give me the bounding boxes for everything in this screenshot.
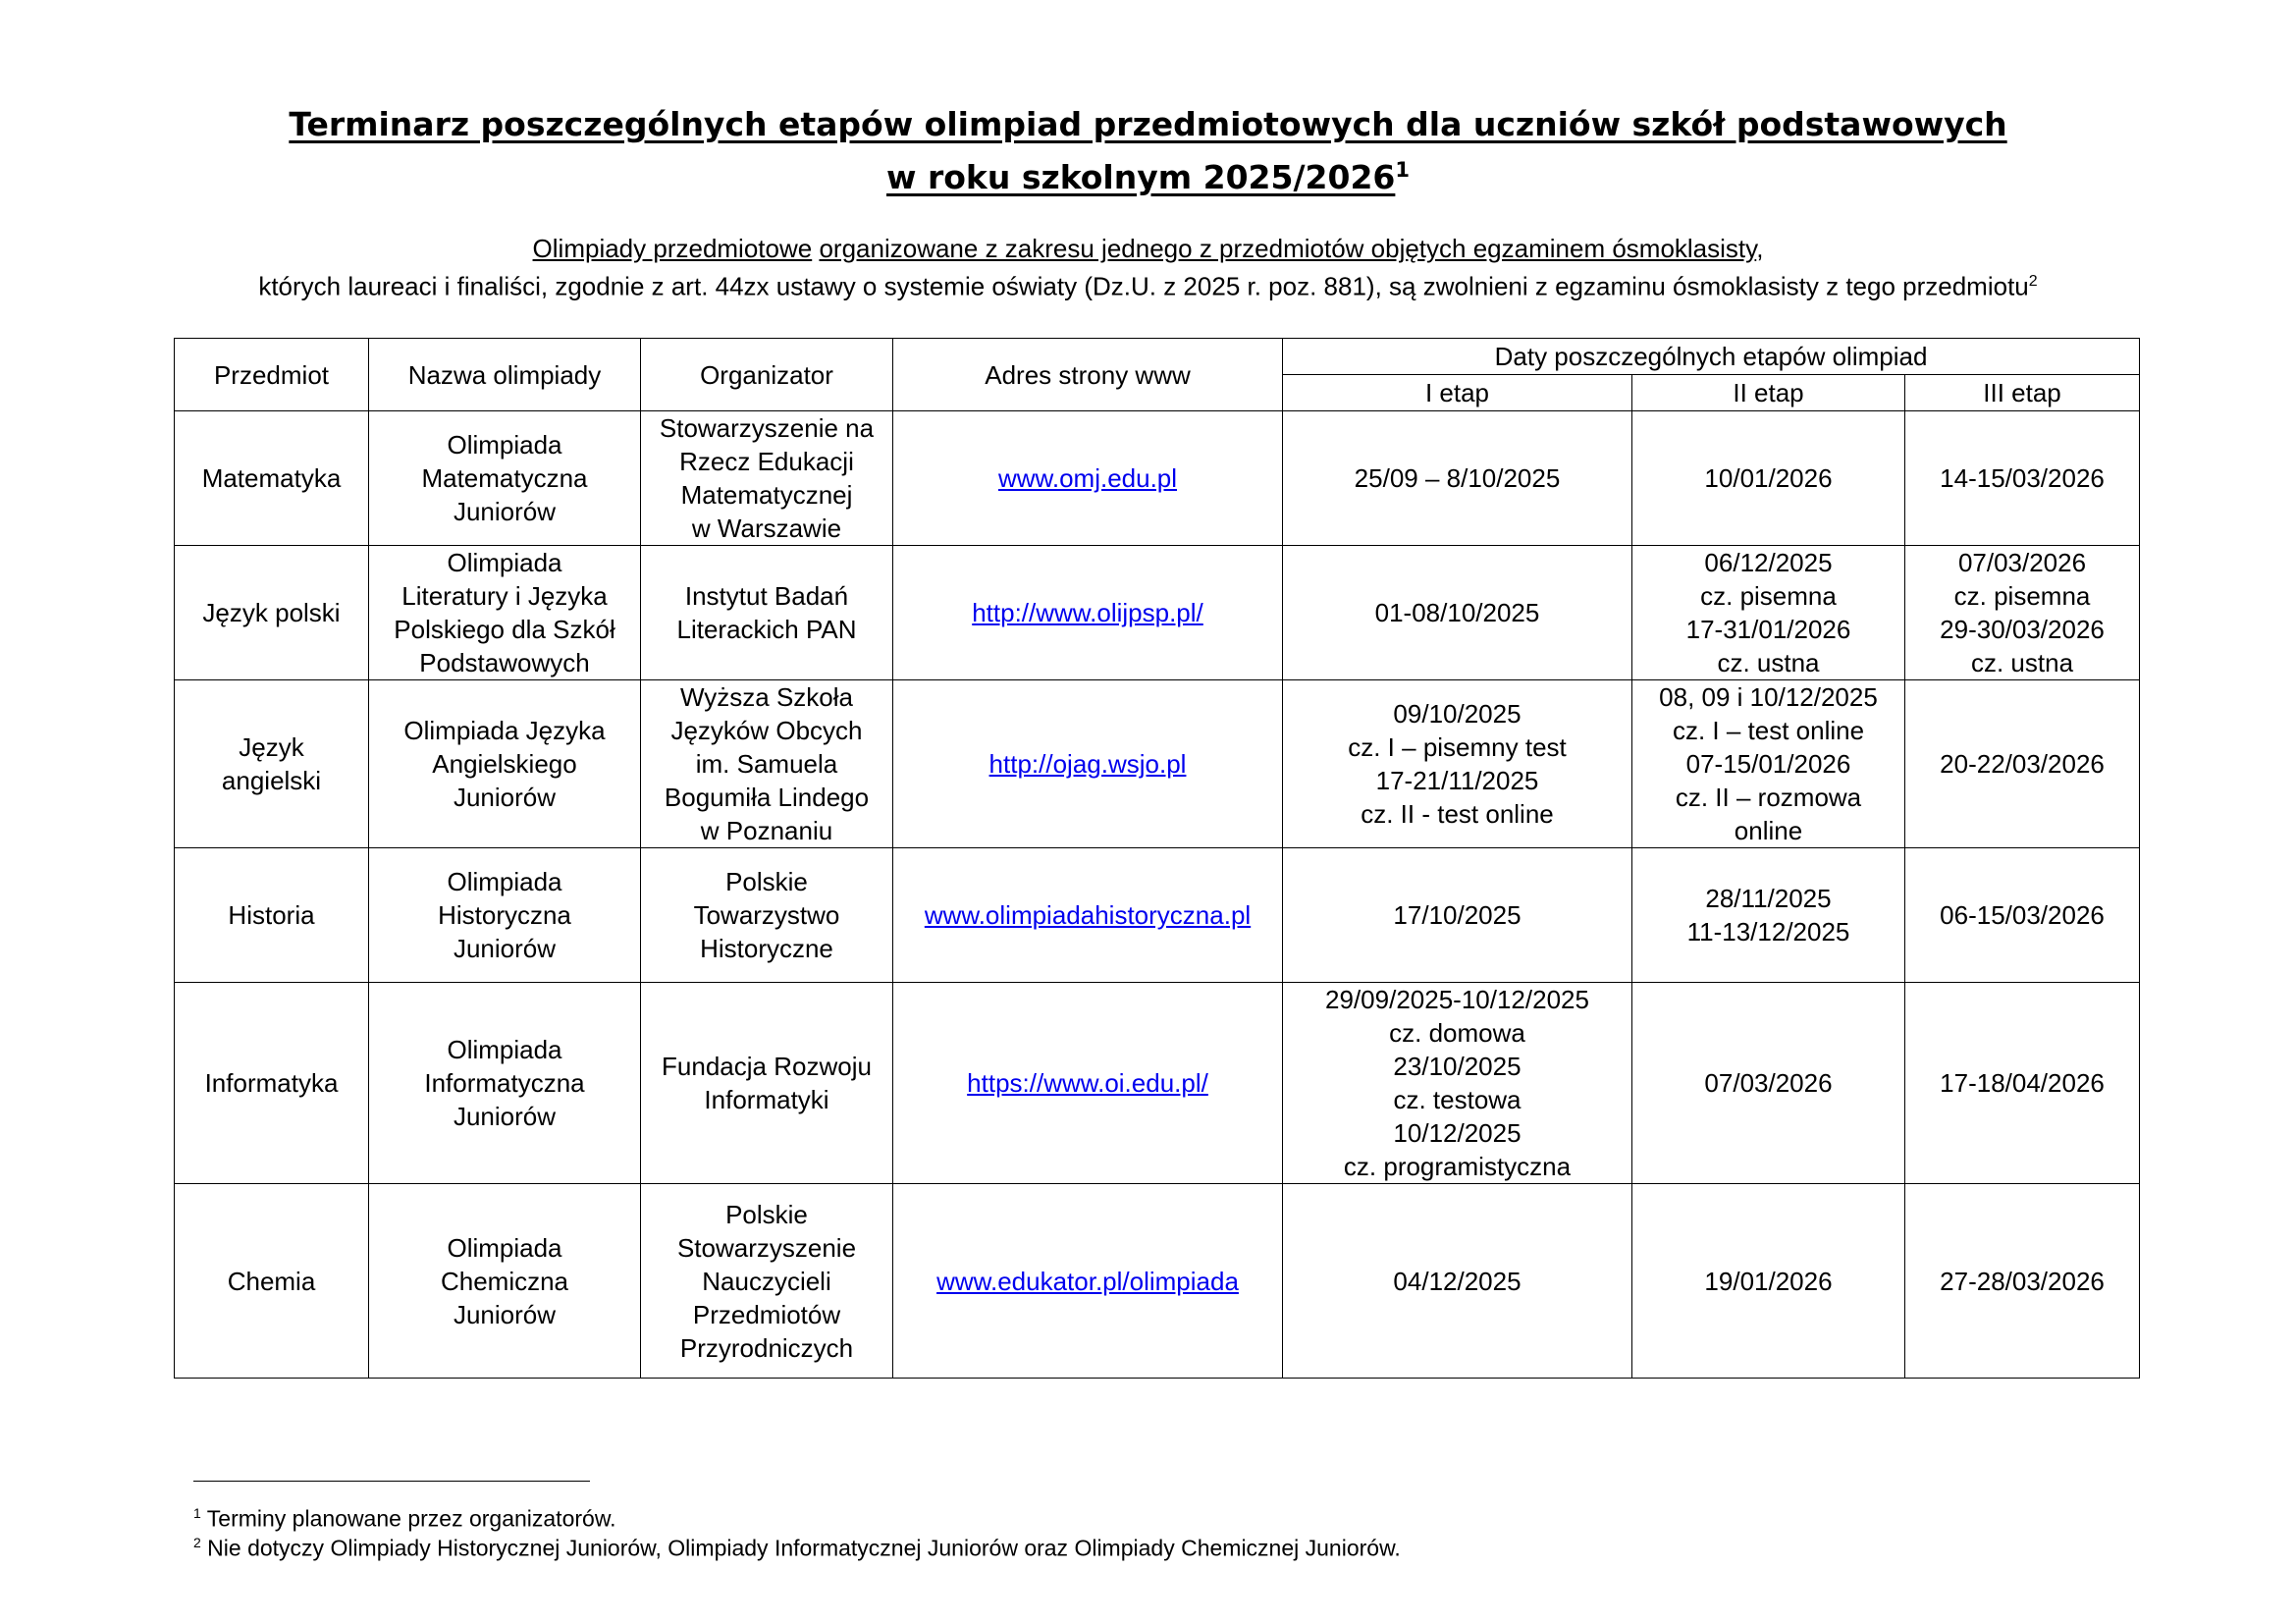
cell-stage3 — [1905, 1184, 2140, 1379]
cell-line: Olimpiada — [447, 430, 562, 460]
cell-line: Juniorów — [453, 497, 557, 526]
cell-stage1 — [1283, 411, 1632, 546]
cell-stage2 — [1632, 680, 1905, 848]
cell-line: Wyższa Szkoła — [679, 682, 854, 712]
cell-organizer — [641, 546, 893, 680]
cell-line: 29-30/03/2026 — [1940, 615, 2105, 644]
cell-line: 25/09 – 8/10/2025 — [1354, 463, 1561, 493]
cell-line: Chemiczna — [440, 1266, 569, 1296]
cell-line: w Poznaniu — [700, 816, 833, 845]
cell-name — [369, 680, 641, 848]
cell-line: Olimpiada — [447, 548, 562, 577]
cell-organizer — [641, 680, 893, 848]
cell-stage3 — [1905, 411, 2140, 546]
cell-line: 17/10/2025 — [1393, 900, 1522, 930]
cell-line: 28/11/2025 — [1705, 884, 1832, 913]
header-stage-3: III etap — [1905, 375, 2140, 411]
table-row — [175, 1184, 2140, 1379]
cell-line: 06-15/03/2026 — [1940, 900, 2105, 930]
cell-line: Informatyka — [204, 1068, 339, 1098]
cell-name — [369, 411, 641, 546]
footnote-2 — [193, 1528, 1401, 1563]
cell-line: Literackich PAN — [676, 615, 857, 644]
website-link[interactable]: https://www.oi.edu.pl/ — [967, 1068, 1208, 1098]
header-organizer: Organizator — [641, 339, 893, 411]
cell-organizer — [641, 848, 893, 983]
cell-line: im. Samuela — [695, 749, 838, 779]
table-row — [175, 680, 2140, 848]
cell-stage2 — [1632, 848, 1905, 983]
cell-line: cz. I – test online — [1672, 716, 1865, 745]
cell-line: 01-08/10/2025 — [1374, 598, 1540, 627]
subtitle-part-2: organizowane z zakresu jednego z przedmiotów objętych egzaminem ósmoklasisty — [819, 234, 1757, 263]
footnote-1-text: Terminy planowane przez organizatorów. — [200, 1505, 616, 1532]
cell-stage2 — [1632, 546, 1905, 680]
cell-line: cz. II – rozmowa — [1675, 783, 1862, 812]
header-dates: Daty poszczególnych etapów olimpiad — [1283, 339, 2140, 375]
website-link[interactable]: www.olimpiadahistoryczna.pl — [924, 900, 1252, 930]
cell-line: Matematyka — [201, 463, 342, 493]
cell-stage1 — [1283, 983, 1632, 1184]
footnote-2-text: Nie dotyczy Olimpiady Historycznej Juniorów, Olimpiady Informatycznej Juniorów oraz Olimpiady Chemicznej Juniorów. — [200, 1535, 1401, 1561]
cell-line: cz. ustna — [1970, 648, 2074, 677]
cell-line: Literatury i Języka — [401, 581, 608, 611]
cell-line: 23/10/2025 — [1393, 1052, 1522, 1081]
cell-stage1 — [1283, 680, 1632, 848]
cell-line: 06/12/2025 — [1704, 548, 1833, 577]
header-name: Nazwa olimpiady — [369, 339, 641, 411]
cell-name — [369, 848, 641, 983]
cell-line: Historia — [228, 900, 315, 930]
cell-stage1 — [1283, 546, 1632, 680]
website-link[interactable]: http://www.olijpsp.pl/ — [972, 598, 1203, 627]
title-line-1: Terminarz poszczególnych etapów olimpiad przedmiotowych dla uczniów szkół podstawowych — [289, 105, 2007, 143]
cell-line: Nauczycieli — [702, 1266, 831, 1296]
header-stage-2: II etap — [1632, 375, 1905, 411]
cell-line: cz. pisemna — [1953, 581, 2091, 611]
cell-line: Olimpiada — [447, 1232, 562, 1263]
cell-url — [893, 1184, 1283, 1379]
cell-subject — [175, 848, 369, 983]
cell-line: Bogumiła Lindego — [664, 783, 870, 812]
table-row — [175, 546, 2140, 680]
cell-line: angielski — [221, 766, 322, 795]
cell-line: 11-13/12/2025 — [1686, 917, 1850, 947]
cell-line: 07/03/2026 — [1704, 1068, 1833, 1098]
cell-line: Historyczne — [700, 934, 833, 963]
cell-line: Matematycznej — [680, 480, 853, 510]
cell-line: Angielskiego — [432, 749, 577, 779]
cell-line: Język polski — [202, 598, 341, 627]
cell-line: 27-28/03/2026 — [1940, 1266, 2105, 1296]
cell-line: 10/01/2026 — [1704, 463, 1833, 493]
cell-line: 10/12/2025 — [1393, 1118, 1522, 1148]
cell-subject — [175, 411, 369, 546]
cell-url — [893, 411, 1283, 546]
cell-line: Juniorów — [453, 934, 557, 963]
footnote-separator — [193, 1481, 590, 1482]
cell-line: 17-21/11/2025 — [1375, 766, 1539, 795]
cell-name — [369, 1184, 641, 1379]
cell-line: cz. ustna — [1717, 648, 1820, 677]
cell-line: Towarzystwo — [693, 900, 840, 930]
website-link[interactable]: www.edukator.pl/olimpiada — [936, 1266, 1239, 1296]
cell-line: Stowarzyszenie na — [659, 413, 875, 443]
cell-line: 17-31/01/2026 — [1685, 615, 1851, 644]
website-link[interactable]: http://ojag.wsjo.pl — [988, 749, 1187, 779]
cell-line: Olimpiada — [447, 867, 562, 896]
cell-line: Juniorów — [453, 1299, 557, 1329]
cell-line: cz. I – pisemny test — [1348, 732, 1567, 762]
cell-line: Instytut Badań — [684, 581, 849, 611]
cell-url — [893, 983, 1283, 1184]
title-footnote-mark: 1 — [1395, 158, 1410, 182]
cell-line: 04/12/2025 — [1393, 1266, 1522, 1296]
cell-line: Informatyczna — [424, 1068, 585, 1098]
cell-name — [369, 983, 641, 1184]
olympiad-schedule-table — [174, 338, 2140, 1379]
cell-organizer — [641, 411, 893, 546]
cell-line: 08, 09 i 10/12/2025 — [1659, 682, 1878, 712]
cell-line: Olimpiada — [447, 1035, 562, 1064]
title-line-2: w roku szkolnym 2025/2026 — [886, 158, 1396, 196]
cell-subject — [175, 983, 369, 1184]
cell-url — [893, 680, 1283, 848]
cell-subject — [175, 1184, 369, 1379]
cell-line: Polskie — [725, 1199, 808, 1229]
table-body — [175, 411, 2140, 1379]
cell-stage2 — [1632, 1184, 1905, 1379]
cell-organizer — [641, 1184, 893, 1379]
footnote-1-mark: 1 — [193, 1505, 201, 1521]
cell-line: cz. II - test online — [1361, 799, 1554, 829]
cell-stage2 — [1632, 983, 1905, 1184]
cell-line: Olimpiada Języka — [403, 716, 606, 745]
header-url: Adres strony www — [893, 339, 1283, 411]
cell-line: 20-22/03/2026 — [1940, 749, 2105, 779]
cell-line: Polskie — [725, 867, 808, 896]
cell-line: 09/10/2025 — [1393, 699, 1522, 729]
cell-stage1 — [1283, 848, 1632, 983]
subtitle — [0, 232, 2296, 303]
page-title — [0, 102, 2296, 200]
subtitle-footnote-mark: 2 — [2028, 273, 2038, 290]
cell-line: online — [1734, 816, 1803, 845]
cell-line: cz. domowa — [1389, 1018, 1525, 1048]
cell-line: cz. pisemna — [1700, 581, 1837, 611]
cell-line: Informatyki — [704, 1085, 829, 1114]
table-row — [175, 983, 2140, 1184]
cell-subject — [175, 546, 369, 680]
cell-stage2 — [1632, 411, 1905, 546]
cell-line: cz. testowa — [1393, 1085, 1522, 1114]
website-link[interactable]: www.omj.edu.pl — [997, 463, 1178, 493]
cell-line: Język — [239, 732, 304, 762]
table-row — [175, 411, 2140, 546]
cell-line: Chemia — [227, 1266, 316, 1296]
cell-line: Juniorów — [453, 1102, 557, 1131]
cell-organizer — [641, 983, 893, 1184]
cell-stage3 — [1905, 848, 2140, 983]
cell-line: Stowarzyszenie — [676, 1232, 857, 1263]
header-stage-1: I etap — [1283, 375, 1632, 411]
cell-line: Przedmiotów — [692, 1299, 841, 1329]
cell-name — [369, 546, 641, 680]
cell-line: Juniorów — [453, 783, 557, 812]
cell-line: 19/01/2026 — [1704, 1266, 1833, 1296]
cell-line: 29/09/2025-10/12/2025 — [1325, 985, 1589, 1014]
cell-line: 07/03/2026 — [1957, 548, 2087, 577]
header-subject: Przedmiot — [175, 339, 369, 411]
subtitle-line-2: których laureaci i finaliści, zgodnie z art. 44zx ustawy o systemie oświaty (Dz.U. z 2025 r. poz. 881), są zwolnieni z egzaminu ósmoklasisty z tego przedmiotu — [258, 271, 2029, 301]
cell-line: 14-15/03/2026 — [1940, 463, 2105, 493]
table-row — [175, 848, 2140, 983]
cell-stage3 — [1905, 983, 2140, 1184]
cell-url — [893, 546, 1283, 680]
cell-line: Podstawowych — [419, 648, 590, 677]
cell-line: Przyrodniczych — [679, 1332, 854, 1363]
cell-line: Fundacja Rozwoju — [662, 1052, 872, 1081]
cell-line: Matematyczna — [421, 463, 588, 493]
cell-stage1 — [1283, 1184, 1632, 1379]
cell-line: Polskiego dla Szkół — [394, 615, 615, 644]
cell-line: 07-15/01/2026 — [1685, 749, 1851, 779]
footnote-2-mark: 2 — [193, 1535, 201, 1550]
subtitle-part-1: Olimpiady przedmiotowe — [532, 234, 813, 263]
cell-line: Historyczna — [438, 900, 571, 930]
cell-stage3 — [1905, 680, 2140, 848]
cell-subject — [175, 680, 369, 848]
cell-line: 17-18/04/2026 — [1940, 1068, 2105, 1098]
cell-line: Rzecz Edukacji — [679, 447, 854, 476]
cell-url — [893, 848, 1283, 983]
cell-line: w Warszawie — [691, 514, 842, 543]
subtitle-part-3: , — [1756, 234, 1764, 263]
cell-stage3 — [1905, 546, 2140, 680]
cell-line: cz. programistyczna — [1343, 1152, 1572, 1181]
cell-line: Języków Obcych — [670, 716, 863, 745]
